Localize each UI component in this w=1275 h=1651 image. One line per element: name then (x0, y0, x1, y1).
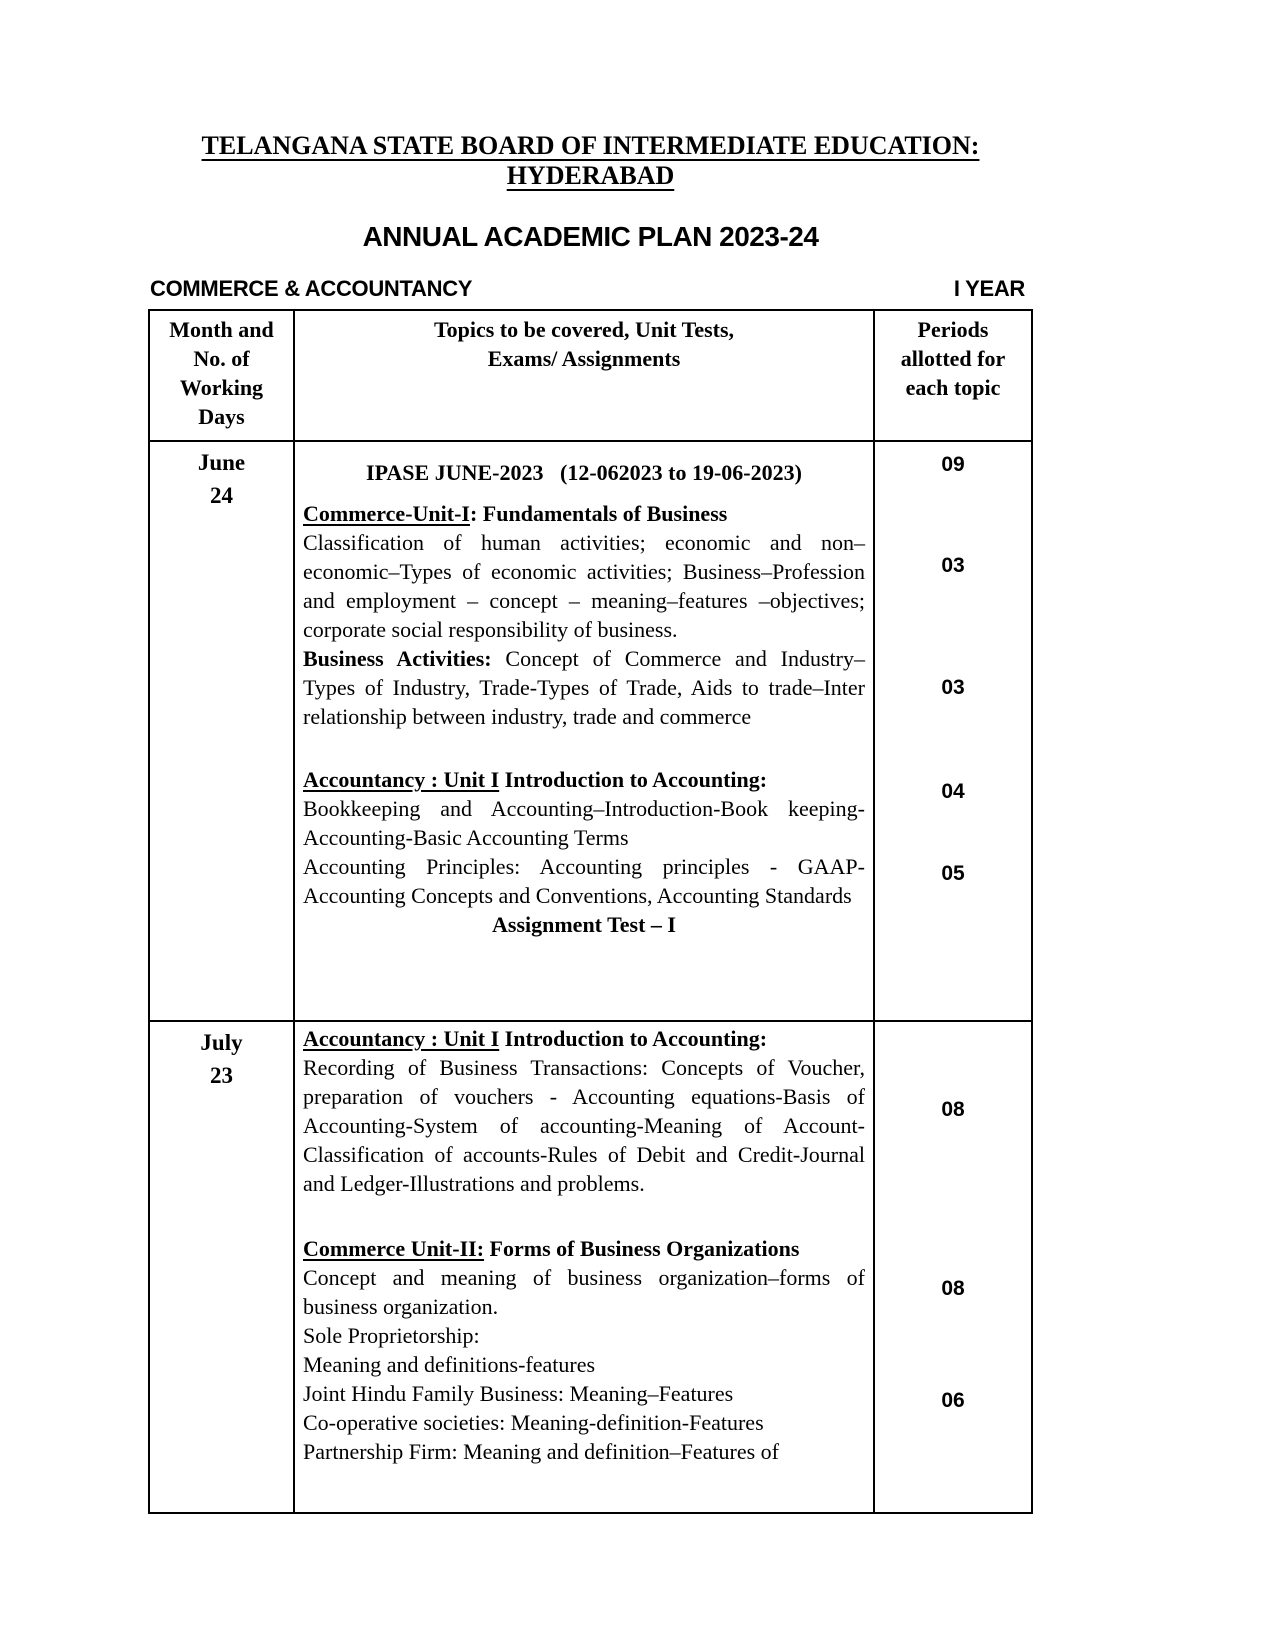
topic-block (295, 442, 1031, 487)
period-value: 04 (941, 779, 965, 803)
header-cell-topics (295, 311, 873, 440)
topic-text: Accounting Principles: Accounting principles - GAAP-Accounting Concepts and Conventions, Accounting Standards (303, 854, 865, 908)
topic-line: Meaning and definitions-features (303, 1352, 596, 1377)
topic-line: Co-operative societies: Meaning-definition-Features (303, 1410, 764, 1435)
header-cell-periods: Periods allotted for each topic (873, 311, 1031, 440)
period-value: 09 (941, 452, 965, 476)
topic-heading (303, 1234, 865, 1263)
month-cell (150, 442, 295, 1020)
period-value: 06 (941, 1389, 965, 1412)
topic-lead: Business Activities: (303, 646, 492, 671)
topic-heading-rest: Introduction to Accounting: (499, 1026, 768, 1051)
topic-line: Sole Proprietorship: (303, 1323, 480, 1348)
period-value: 03 (941, 675, 965, 699)
table-row-july (150, 1020, 1031, 1512)
topic-text: Bookkeeping and Accounting–Introduction-Book keeping-Accounting-Basic Accounting Terms (303, 796, 865, 850)
topic-text: Recording of Business Transactions: Concepts of Voucher, preparation of vouchers - Accounting equations-Basis of Accounting-System of accounting-Meaning of Account-Classification of accounts-Rules of Debit and Credit-Journal and Ledger-Illustrations and problems. (303, 1055, 865, 1196)
exam-line: IPASE JUNE-2023 (12-062023 to 19-06-2023) (366, 460, 802, 485)
period-cell (873, 1379, 1031, 1512)
topic-text-wrap (295, 731, 873, 852)
period-cell (873, 644, 1031, 731)
topic-heading-rest: Introduction to Accounting: (499, 767, 768, 792)
header-topics-line1: Topics to be covered, Unit Tests, (433, 317, 735, 342)
topic-heading-underlined: Commerce-Unit-I (303, 501, 470, 526)
topic-block (295, 910, 1031, 1020)
topic-block (295, 852, 1031, 910)
topic-line: Joint Hindu Family Business: Meaning–Features (303, 1381, 734, 1406)
topic-text (303, 644, 865, 731)
period-value: 08 (941, 1276, 965, 1300)
month-label: June (197, 450, 246, 475)
topic-heading (303, 1024, 865, 1053)
topic-heading (303, 499, 865, 528)
academic-plan-table (148, 309, 1033, 1514)
topic-text-wrap (295, 487, 873, 644)
topic-text: Concept and meaning of business organization–forms of business organization. (303, 1265, 865, 1319)
topic-line: Partnership Firm: Meaning and definition–Features of (303, 1439, 779, 1464)
month-label: July (200, 1030, 243, 1055)
topic-heading-underlined: Accountancy : Unit I (303, 1026, 500, 1051)
assignment-test-line: Assignment Test – I (492, 912, 676, 937)
topic-heading-rest: Forms of Business Organizations (484, 1236, 800, 1261)
period-cell (873, 731, 1031, 852)
year-label: I YEAR (953, 276, 1025, 301)
working-days: 23 (210, 1063, 233, 1088)
working-days: 24 (210, 483, 233, 508)
topic-block (295, 1198, 1031, 1379)
month-cell (150, 1022, 295, 1512)
board-title: TELANGANA STATE BOARD OF INTERMEDIATE EDUCATION: HYDERABAD (201, 131, 980, 190)
topic-text-wrap (295, 1379, 873, 1512)
topics-cell (295, 1022, 1031, 1512)
header-cell-month: Month and No. of Working Days (150, 311, 295, 440)
period-cell (873, 442, 1031, 487)
topic-block (295, 731, 1031, 852)
period-cell (873, 1022, 1031, 1198)
topic-heading (303, 765, 865, 794)
period-cell-empty (873, 910, 1031, 1020)
topic-block (295, 1379, 1031, 1512)
header-topics-line2: Exams/ Assignments (487, 346, 681, 371)
period-value: 03 (941, 553, 965, 577)
topic-text-wrap (295, 852, 873, 910)
topic-heading-underlined: Accountancy : Unit I (303, 767, 500, 792)
topic-heading-underlined: Commerce Unit-II: (303, 1236, 485, 1261)
topic-block (295, 1022, 1031, 1198)
plan-title: ANNUAL ACADEMIC PLAN 2023-24 (362, 221, 819, 252)
table-row-june (150, 440, 1031, 1020)
period-value: 08 (941, 1098, 965, 1121)
topic-block (295, 644, 1031, 731)
topic-text: Classification of human activities; economic and non–economic–Types of economic activities; Business–Profession and employment – concept – meaning–features –objectives; corporate social responsibility of business. (303, 530, 865, 642)
topics-cell (295, 442, 1031, 1020)
topic-text-rest: Concept of Commerce and Industry–Types of Industry, Trade-Types of Trade, Aids to trade–Inter relationship between industry, trade and commerce (303, 646, 865, 729)
topic-block (295, 487, 1031, 644)
subject-row (148, 276, 1033, 302)
topic-text-wrap (295, 1198, 873, 1379)
period-cell (873, 487, 1031, 644)
subject-label: COMMERCE & ACCOUNTANCY (150, 276, 473, 301)
table-header-row (150, 311, 1031, 440)
topic-text-wrap (295, 1022, 873, 1198)
topic-text-wrap (295, 644, 873, 731)
topic-heading-rest: : Fundamentals of Business (469, 501, 728, 526)
period-cell (873, 852, 1031, 910)
document-content (148, 0, 1033, 1514)
period-value: 05 (941, 862, 965, 885)
period-cell (873, 1198, 1031, 1379)
